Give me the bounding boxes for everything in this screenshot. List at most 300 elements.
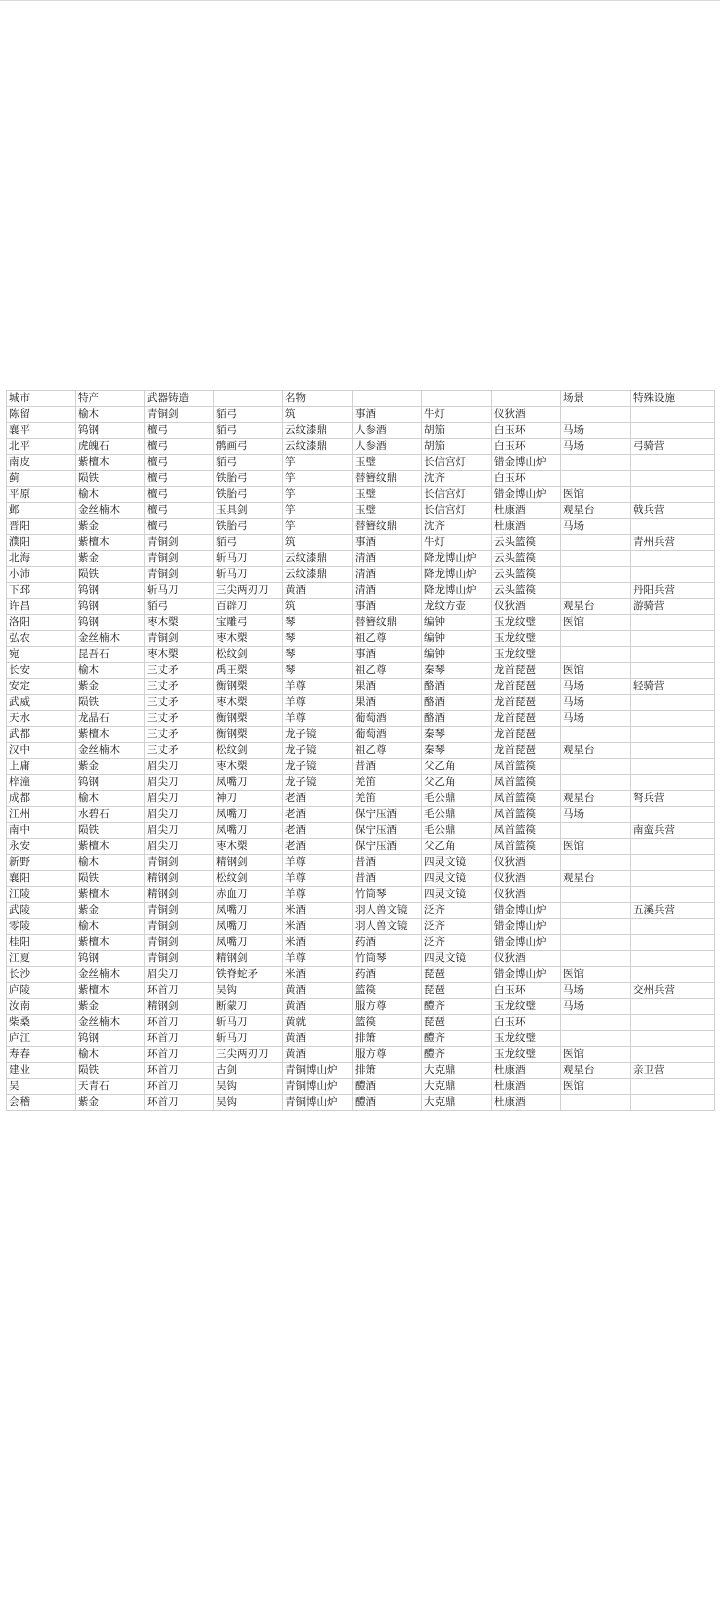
table-cell[interactable]: 陨铁 xyxy=(76,1063,145,1079)
table-cell[interactable]: 凤嘴刀 xyxy=(214,775,283,791)
table-cell[interactable] xyxy=(631,631,715,647)
header-cell[interactable] xyxy=(492,391,561,407)
header-cell[interactable] xyxy=(353,391,422,407)
table-cell[interactable]: 云头篮篌 xyxy=(492,567,561,583)
table-cell[interactable]: 铁胎弓 xyxy=(214,519,283,535)
table-cell[interactable]: 琴 xyxy=(283,647,353,663)
table-cell[interactable]: 紫金 xyxy=(76,519,145,535)
table-cell[interactable]: 衡钢槊 xyxy=(214,727,283,743)
table-cell[interactable]: 米酒 xyxy=(283,919,353,935)
table-cell[interactable]: 紫金 xyxy=(76,903,145,919)
table-cell[interactable]: 檀弓 xyxy=(145,503,214,519)
table-cell[interactable]: 云纹漆鼎 xyxy=(283,439,353,455)
table-cell[interactable]: 江夏 xyxy=(7,951,76,967)
table-cell[interactable]: 龙子镜 xyxy=(283,743,353,759)
header-cell[interactable]: 特产 xyxy=(76,391,145,407)
table-cell[interactable]: 襄阳 xyxy=(7,871,76,887)
table-cell[interactable]: 江州 xyxy=(7,807,76,823)
table-cell[interactable]: 斩马刀 xyxy=(214,551,283,567)
table-cell[interactable]: 白玉环 xyxy=(492,1015,561,1031)
table-cell[interactable]: 错金博山炉 xyxy=(492,919,561,935)
table-cell[interactable]: 上庸 xyxy=(7,759,76,775)
table-cell[interactable] xyxy=(561,631,631,647)
table-cell[interactable]: 琴 xyxy=(283,631,353,647)
table-cell[interactable]: 汝南 xyxy=(7,999,76,1015)
table-cell[interactable]: 米酒 xyxy=(283,903,353,919)
table-cell[interactable]: 柴桑 xyxy=(7,1015,76,1031)
table-cell[interactable]: 青铜剑 xyxy=(145,551,214,567)
table-cell[interactable]: 宛 xyxy=(7,647,76,663)
table-cell[interactable] xyxy=(561,567,631,583)
table-cell[interactable]: 青铜剑 xyxy=(145,855,214,871)
table-cell[interactable]: 貊弓 xyxy=(214,407,283,423)
table-cell[interactable]: 三丈矛 xyxy=(145,727,214,743)
header-cell[interactable]: 武器铸造 xyxy=(145,391,214,407)
table-cell[interactable]: 编钟 xyxy=(422,631,492,647)
table-cell[interactable]: 仪狄酒 xyxy=(492,407,561,423)
table-cell[interactable]: 龙首琵琶 xyxy=(492,679,561,695)
table-cell[interactable]: 醴齐 xyxy=(422,1031,492,1047)
table-cell[interactable]: 凤嘴刀 xyxy=(214,823,283,839)
table-cell[interactable]: 马场 xyxy=(561,439,631,455)
table-cell[interactable]: 医馆 xyxy=(561,487,631,503)
table-cell[interactable]: 琴 xyxy=(283,663,353,679)
table-cell[interactable]: 榆木 xyxy=(76,1047,145,1063)
table-cell[interactable]: 玉龙纹璧 xyxy=(492,1031,561,1047)
table-cell[interactable]: 龙子镜 xyxy=(283,727,353,743)
table-cell[interactable] xyxy=(631,695,715,711)
table-cell[interactable]: 保宁压酒 xyxy=(353,823,422,839)
table-cell[interactable]: 斩马刀 xyxy=(214,1015,283,1031)
table-cell[interactable]: 斩马刀 xyxy=(145,583,214,599)
table-cell[interactable]: 观星台 xyxy=(561,503,631,519)
table-cell[interactable]: 降龙博山炉 xyxy=(422,567,492,583)
table-cell[interactable]: 水碧石 xyxy=(76,807,145,823)
table-cell[interactable]: 大克鼎 xyxy=(422,1063,492,1079)
table-cell[interactable]: 三丈矛 xyxy=(145,695,214,711)
table-cell[interactable]: 金丝楠木 xyxy=(76,503,145,519)
table-cell[interactable]: 筑 xyxy=(283,407,353,423)
table-cell[interactable]: 龙首琵琶 xyxy=(492,663,561,679)
table-cell[interactable]: 成都 xyxy=(7,791,76,807)
table-cell[interactable]: 医馆 xyxy=(561,1047,631,1063)
table-cell[interactable]: 羽人兽文镜 xyxy=(353,903,422,919)
table-cell[interactable]: 琵琶 xyxy=(422,967,492,983)
table-cell[interactable]: 羊尊 xyxy=(283,871,353,887)
table-cell[interactable]: 排箫 xyxy=(353,1063,422,1079)
table-cell[interactable]: 事酒 xyxy=(353,535,422,551)
table-cell[interactable] xyxy=(561,455,631,471)
table-cell[interactable]: 紫金 xyxy=(76,551,145,567)
table-cell[interactable]: 竽 xyxy=(283,503,353,519)
table-cell[interactable]: 龙子镜 xyxy=(283,759,353,775)
table-cell[interactable]: 寿春 xyxy=(7,1047,76,1063)
table-cell[interactable]: 吴钩 xyxy=(214,983,283,999)
table-cell[interactable]: 紫檀木 xyxy=(76,887,145,903)
table-cell[interactable]: 零陵 xyxy=(7,919,76,935)
header-cell[interactable]: 城市 xyxy=(7,391,76,407)
table-cell[interactable]: 云纹漆鼎 xyxy=(283,551,353,567)
table-cell[interactable] xyxy=(631,839,715,855)
table-cell[interactable]: 貊弓 xyxy=(214,535,283,551)
table-cell[interactable]: 青铜博山炉 xyxy=(283,1079,353,1095)
table-cell[interactable]: 环首刀 xyxy=(145,1063,214,1079)
table-cell[interactable]: 替簪纹鼎 xyxy=(353,615,422,631)
table-cell[interactable]: 毛公鼎 xyxy=(422,791,492,807)
table-cell[interactable]: 事酒 xyxy=(353,647,422,663)
table-cell[interactable]: 马场 xyxy=(561,983,631,999)
table-cell[interactable]: 紫金 xyxy=(76,759,145,775)
table-cell[interactable]: 醴酒 xyxy=(353,1095,422,1111)
table-cell[interactable]: 老酒 xyxy=(283,823,353,839)
table-cell[interactable]: 凤首篮篌 xyxy=(492,823,561,839)
table-cell[interactable]: 四灵文镜 xyxy=(422,855,492,871)
table-cell[interactable]: 昔酒 xyxy=(353,759,422,775)
table-cell[interactable]: 胡笳 xyxy=(422,439,492,455)
table-cell[interactable]: 檀弓 xyxy=(145,487,214,503)
table-cell[interactable]: 精钢剑 xyxy=(145,999,214,1015)
table-cell[interactable]: 编钟 xyxy=(422,647,492,663)
table-cell[interactable] xyxy=(631,1095,715,1111)
table-cell[interactable]: 眉尖刀 xyxy=(145,759,214,775)
table-cell[interactable]: 紫檀木 xyxy=(76,727,145,743)
table-cell[interactable]: 檀弓 xyxy=(145,455,214,471)
table-cell[interactable]: 清酒 xyxy=(353,583,422,599)
table-cell[interactable]: 杜康酒 xyxy=(492,519,561,535)
table-cell[interactable]: 昔酒 xyxy=(353,855,422,871)
table-cell[interactable]: 枣木槊 xyxy=(145,647,214,663)
table-cell[interactable]: 父乙角 xyxy=(422,839,492,855)
table-cell[interactable]: 戟兵营 xyxy=(631,503,715,519)
table-cell[interactable]: 米酒 xyxy=(283,935,353,951)
table-cell[interactable]: 眉尖刀 xyxy=(145,775,214,791)
table-cell[interactable]: 玉璧 xyxy=(353,503,422,519)
table-cell[interactable]: 百辟刀 xyxy=(214,599,283,615)
table-cell[interactable]: 紫檀木 xyxy=(76,535,145,551)
table-cell[interactable]: 蓟 xyxy=(7,471,76,487)
table-cell[interactable]: 大克鼎 xyxy=(422,1079,492,1095)
table-cell[interactable]: 榆木 xyxy=(76,663,145,679)
table-cell[interactable]: 龙首琵琶 xyxy=(492,743,561,759)
table-cell[interactable]: 建业 xyxy=(7,1063,76,1079)
table-cell[interactable] xyxy=(631,1047,715,1063)
table-cell[interactable]: 吴钩 xyxy=(214,1095,283,1111)
table-cell[interactable]: 云头篮篌 xyxy=(492,551,561,567)
table-cell[interactable]: 虎魄石 xyxy=(76,439,145,455)
table-cell[interactable]: 檀弓 xyxy=(145,471,214,487)
table-cell[interactable]: 篮篌 xyxy=(353,1015,422,1031)
table-cell[interactable] xyxy=(631,807,715,823)
table-cell[interactable]: 玉璧 xyxy=(353,455,422,471)
table-cell[interactable]: 四灵文镜 xyxy=(422,951,492,967)
table-cell[interactable]: 眉尖刀 xyxy=(145,807,214,823)
table-cell[interactable] xyxy=(561,775,631,791)
table-cell[interactable]: 青州兵营 xyxy=(631,535,715,551)
table-cell[interactable] xyxy=(631,471,715,487)
table-cell[interactable]: 醴齐 xyxy=(422,999,492,1015)
table-cell[interactable]: 钨钢 xyxy=(76,423,145,439)
table-cell[interactable]: 玉龙纹璧 xyxy=(492,615,561,631)
table-cell[interactable] xyxy=(631,1031,715,1047)
table-cell[interactable]: 酪酒 xyxy=(422,679,492,695)
table-cell[interactable]: 龙子镜 xyxy=(283,775,353,791)
table-cell[interactable] xyxy=(631,615,715,631)
table-cell[interactable]: 紫金 xyxy=(76,1095,145,1111)
table-cell[interactable] xyxy=(631,551,715,567)
table-cell[interactable]: 祖乙尊 xyxy=(353,663,422,679)
table-cell[interactable]: 清酒 xyxy=(353,567,422,583)
table-cell[interactable]: 环首刀 xyxy=(145,1015,214,1031)
table-cell[interactable]: 玉龙纹璧 xyxy=(492,647,561,663)
table-cell[interactable]: 小沛 xyxy=(7,567,76,583)
table-cell[interactable]: 观星台 xyxy=(561,1063,631,1079)
table-cell[interactable]: 云头篮篌 xyxy=(492,583,561,599)
table-cell[interactable]: 紫金 xyxy=(76,679,145,695)
table-cell[interactable]: 江陵 xyxy=(7,887,76,903)
table-cell[interactable]: 凤嘴刀 xyxy=(214,903,283,919)
table-cell[interactable]: 弩兵营 xyxy=(631,791,715,807)
table-cell[interactable]: 琵琶 xyxy=(422,1015,492,1031)
table-cell[interactable]: 医馆 xyxy=(561,839,631,855)
table-cell[interactable]: 沈齐 xyxy=(422,519,492,535)
table-cell[interactable]: 杜康酒 xyxy=(492,1063,561,1079)
table-cell[interactable] xyxy=(631,407,715,423)
table-cell[interactable]: 衡钢槊 xyxy=(214,679,283,695)
table-cell[interactable] xyxy=(631,951,715,967)
table-cell[interactable]: 陨铁 xyxy=(76,695,145,711)
table-cell[interactable] xyxy=(631,423,715,439)
table-cell[interactable]: 琴 xyxy=(283,615,353,631)
table-cell[interactable] xyxy=(631,919,715,935)
table-cell[interactable]: 枣木槊 xyxy=(214,631,283,647)
table-cell[interactable]: 羌笛 xyxy=(353,775,422,791)
table-cell[interactable]: 牛灯 xyxy=(422,407,492,423)
table-cell[interactable]: 眉尖刀 xyxy=(145,791,214,807)
table-cell[interactable]: 医馆 xyxy=(561,1079,631,1095)
table-cell[interactable]: 医馆 xyxy=(561,663,631,679)
table-cell[interactable]: 大克鼎 xyxy=(422,1095,492,1111)
table-cell[interactable]: 马场 xyxy=(561,695,631,711)
table-cell[interactable]: 青铜剑 xyxy=(145,919,214,935)
table-cell[interactable]: 黄酒 xyxy=(283,583,353,599)
table-cell[interactable]: 凤首篮篌 xyxy=(492,775,561,791)
table-cell[interactable]: 玉具剑 xyxy=(214,503,283,519)
table-cell[interactable] xyxy=(561,823,631,839)
table-cell[interactable]: 青铜博山炉 xyxy=(283,1095,353,1111)
table-cell[interactable]: 五溪兵营 xyxy=(631,903,715,919)
table-cell[interactable] xyxy=(631,887,715,903)
table-cell[interactable] xyxy=(561,647,631,663)
table-cell[interactable] xyxy=(631,727,715,743)
table-cell[interactable]: 金丝楠木 xyxy=(76,631,145,647)
table-cell[interactable] xyxy=(631,1079,715,1095)
table-cell[interactable]: 斩马刀 xyxy=(214,1031,283,1047)
table-cell[interactable]: 泛齐 xyxy=(422,903,492,919)
table-cell[interactable]: 三丈矛 xyxy=(145,743,214,759)
table-cell[interactable]: 紫檀木 xyxy=(76,455,145,471)
table-cell[interactable]: 北海 xyxy=(7,551,76,567)
table-cell[interactable]: 眉尖刀 xyxy=(145,967,214,983)
header-cell[interactable]: 特殊设施 xyxy=(631,391,715,407)
table-cell[interactable]: 竹筒琴 xyxy=(353,951,422,967)
table-cell[interactable]: 下邳 xyxy=(7,583,76,599)
table-cell[interactable]: 古剑 xyxy=(214,1063,283,1079)
table-cell[interactable]: 错金博山炉 xyxy=(492,487,561,503)
table-cell[interactable]: 羊尊 xyxy=(283,887,353,903)
table-cell[interactable]: 保宁压酒 xyxy=(353,807,422,823)
table-cell[interactable]: 环首刀 xyxy=(145,1047,214,1063)
table-cell[interactable]: 长信宫灯 xyxy=(422,503,492,519)
table-cell[interactable]: 青铜剑 xyxy=(145,951,214,967)
table-cell[interactable]: 长安 xyxy=(7,663,76,679)
table-cell[interactable]: 游骑营 xyxy=(631,599,715,615)
table-cell[interactable]: 檀弓 xyxy=(145,519,214,535)
table-cell[interactable]: 竽 xyxy=(283,471,353,487)
table-cell[interactable]: 替簪纹鼎 xyxy=(353,471,422,487)
table-cell[interactable]: 醴齐 xyxy=(422,1047,492,1063)
table-cell[interactable]: 黄就 xyxy=(283,1015,353,1031)
table-cell[interactable]: 枣木槊 xyxy=(214,839,283,855)
table-cell[interactable] xyxy=(561,471,631,487)
table-cell[interactable]: 黄酒 xyxy=(283,983,353,999)
table-cell[interactable]: 精钢剑 xyxy=(145,887,214,903)
table-cell[interactable]: 羊尊 xyxy=(283,951,353,967)
table-cell[interactable]: 眉尖刀 xyxy=(145,823,214,839)
table-cell[interactable]: 杜康酒 xyxy=(492,1079,561,1095)
table-cell[interactable]: 长信宫灯 xyxy=(422,455,492,471)
table-cell[interactable]: 竹筒琴 xyxy=(353,887,422,903)
table-cell[interactable]: 精钢剑 xyxy=(145,871,214,887)
table-cell[interactable]: 毛公鼎 xyxy=(422,807,492,823)
table-cell[interactable]: 桂阳 xyxy=(7,935,76,951)
table-cell[interactable]: 秦琴 xyxy=(422,727,492,743)
table-cell[interactable]: 羊尊 xyxy=(283,679,353,695)
table-cell[interactable]: 羊尊 xyxy=(283,695,353,711)
table-cell[interactable]: 天青石 xyxy=(76,1079,145,1095)
table-cell[interactable]: 秦琴 xyxy=(422,743,492,759)
table-cell[interactable]: 排箫 xyxy=(353,1031,422,1047)
table-cell[interactable]: 筑 xyxy=(283,535,353,551)
table-cell[interactable]: 环首刀 xyxy=(145,1079,214,1095)
table-cell[interactable]: 凤嘴刀 xyxy=(214,935,283,951)
table-cell[interactable]: 竽 xyxy=(283,519,353,535)
table-cell[interactable] xyxy=(561,407,631,423)
table-cell[interactable]: 北平 xyxy=(7,439,76,455)
table-cell[interactable]: 庐江 xyxy=(7,1031,76,1047)
table-cell[interactable]: 错金博山炉 xyxy=(492,455,561,471)
table-cell[interactable]: 秦琴 xyxy=(422,663,492,679)
table-cell[interactable]: 降龙博山炉 xyxy=(422,583,492,599)
table-cell[interactable]: 榆木 xyxy=(76,407,145,423)
table-cell[interactable]: 龙纹方壶 xyxy=(422,599,492,615)
table-cell[interactable]: 玉龙纹璧 xyxy=(492,999,561,1015)
table-cell[interactable]: 羊尊 xyxy=(283,711,353,727)
table-cell[interactable]: 三丈矛 xyxy=(145,711,214,727)
table-cell[interactable]: 赤血刀 xyxy=(214,887,283,903)
table-cell[interactable]: 青铜剑 xyxy=(145,407,214,423)
table-cell[interactable]: 新野 xyxy=(7,855,76,871)
table-cell[interactable]: 仪狄酒 xyxy=(492,855,561,871)
table-cell[interactable]: 错金博山炉 xyxy=(492,967,561,983)
table-cell[interactable]: 马场 xyxy=(561,519,631,535)
table-cell[interactable]: 鹘画弓 xyxy=(214,439,283,455)
table-cell[interactable]: 祖乙尊 xyxy=(353,743,422,759)
table-cell[interactable]: 观星台 xyxy=(561,743,631,759)
table-cell[interactable]: 紫檀木 xyxy=(76,839,145,855)
table-cell[interactable]: 胡笳 xyxy=(422,423,492,439)
table-cell[interactable]: 精钢剑 xyxy=(214,951,283,967)
table-cell[interactable]: 人参酒 xyxy=(353,439,422,455)
table-cell[interactable]: 羌笛 xyxy=(353,791,422,807)
table-cell[interactable]: 斩马刀 xyxy=(214,567,283,583)
table-cell[interactable]: 仪狄酒 xyxy=(492,871,561,887)
table-cell[interactable]: 青铜剑 xyxy=(145,935,214,951)
table-cell[interactable]: 醴酒 xyxy=(353,1079,422,1095)
table-cell[interactable] xyxy=(631,743,715,759)
table-cell[interactable]: 榆木 xyxy=(76,919,145,935)
table-cell[interactable]: 铁胎弓 xyxy=(214,471,283,487)
table-cell[interactable]: 庐陵 xyxy=(7,983,76,999)
table-cell[interactable]: 白玉环 xyxy=(492,983,561,999)
table-cell[interactable]: 濮阳 xyxy=(7,535,76,551)
table-cell[interactable]: 貊弓 xyxy=(145,599,214,615)
table-cell[interactable]: 父乙角 xyxy=(422,759,492,775)
table-cell[interactable]: 枣木槊 xyxy=(145,615,214,631)
table-cell[interactable]: 晋阳 xyxy=(7,519,76,535)
table-cell[interactable] xyxy=(631,487,715,503)
table-cell[interactable]: 三丈矛 xyxy=(145,663,214,679)
table-cell[interactable]: 金丝楠木 xyxy=(76,1015,145,1031)
table-cell[interactable]: 弓骑营 xyxy=(631,439,715,455)
table-cell[interactable] xyxy=(561,551,631,567)
table-cell[interactable]: 三尖两刃刀 xyxy=(214,583,283,599)
table-cell[interactable]: 长沙 xyxy=(7,967,76,983)
table-cell[interactable]: 杜康酒 xyxy=(492,503,561,519)
table-cell[interactable] xyxy=(631,711,715,727)
table-cell[interactable]: 黄酒 xyxy=(283,1047,353,1063)
table-cell[interactable]: 青铜剑 xyxy=(145,535,214,551)
table-cell[interactable]: 观星台 xyxy=(561,871,631,887)
table-cell[interactable]: 仪狄酒 xyxy=(492,599,561,615)
table-cell[interactable]: 武都 xyxy=(7,727,76,743)
table-cell[interactable]: 陈留 xyxy=(7,407,76,423)
table-cell[interactable]: 篮篌 xyxy=(353,983,422,999)
table-cell[interactable]: 龙晶石 xyxy=(76,711,145,727)
table-cell[interactable]: 檀弓 xyxy=(145,423,214,439)
table-cell[interactable]: 龙首琵琶 xyxy=(492,711,561,727)
table-cell[interactable]: 马场 xyxy=(561,423,631,439)
table-cell[interactable]: 钨钢 xyxy=(76,775,145,791)
table-cell[interactable]: 黄酒 xyxy=(283,1031,353,1047)
table-cell[interactable]: 龙首琵琶 xyxy=(492,695,561,711)
table-cell[interactable]: 仪狄酒 xyxy=(492,887,561,903)
table-cell[interactable]: 南中 xyxy=(7,823,76,839)
table-cell[interactable]: 交州兵营 xyxy=(631,983,715,999)
table-cell[interactable]: 竽 xyxy=(283,487,353,503)
table-cell[interactable]: 吴 xyxy=(7,1079,76,1095)
table-cell[interactable] xyxy=(631,855,715,871)
table-cell[interactable]: 杜康酒 xyxy=(492,1095,561,1111)
table-cell[interactable]: 钨钢 xyxy=(76,951,145,967)
table-cell[interactable]: 毛公鼎 xyxy=(422,823,492,839)
table-cell[interactable]: 云头篮篌 xyxy=(492,535,561,551)
table-cell[interactable]: 羽人兽文镜 xyxy=(353,919,422,935)
header-cell[interactable]: 场景 xyxy=(561,391,631,407)
table-cell[interactable]: 宝雕弓 xyxy=(214,615,283,631)
table-cell[interactable]: 紫檀木 xyxy=(76,935,145,951)
table-cell[interactable]: 金丝楠木 xyxy=(76,743,145,759)
table-cell[interactable]: 貊弓 xyxy=(214,423,283,439)
